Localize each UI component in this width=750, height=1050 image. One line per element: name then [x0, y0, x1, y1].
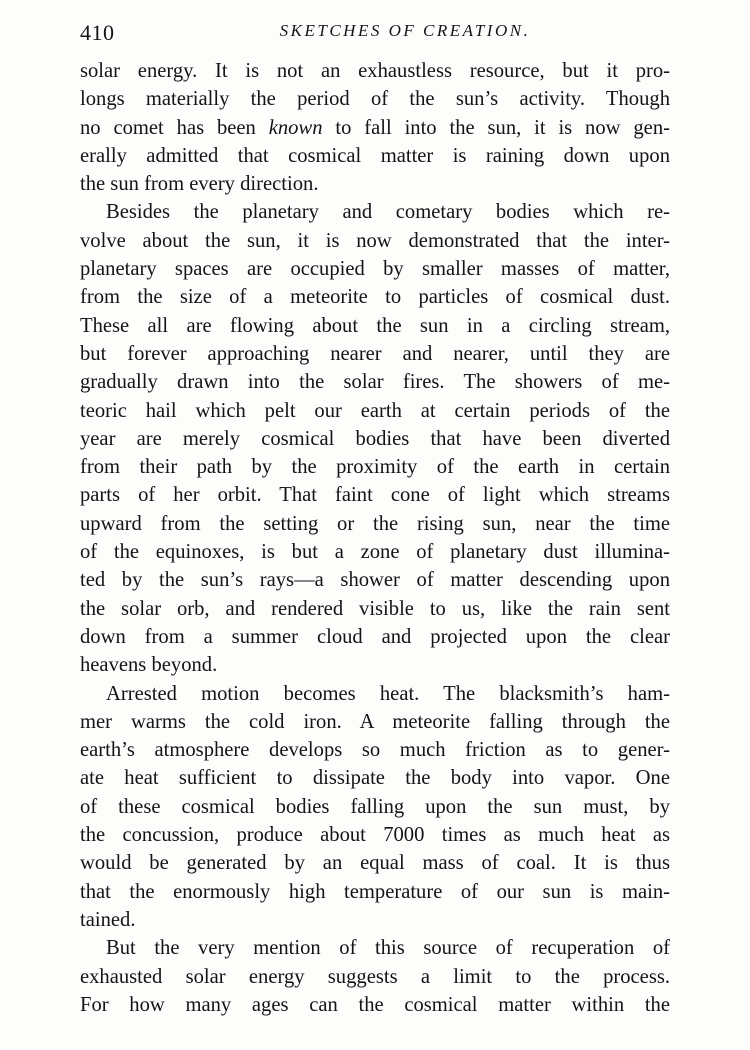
text-line: the concussion, produce about 7000 times as much heat as [80, 824, 670, 847]
text-line: tained. [80, 908, 136, 931]
text-line: of these cosmical bodies falling upon the sun must, by [80, 795, 670, 818]
paragraph-3 [80, 680, 670, 935]
running-title: SKETCHES OF CREATION. [279, 21, 531, 40]
text-line: from the size of a meteorite to particles of cosmical dust. [80, 286, 670, 309]
paragraph-2 [80, 198, 670, 679]
text-line: year are merely cosmical bodies that have been diverted [80, 427, 670, 450]
text-line: the solar orb, and rendered visible to us, like the rain sent [80, 597, 670, 620]
running-head [80, 20, 670, 46]
text-line: But the very mention of this source of recuperation of [106, 937, 670, 960]
text-line: the sun from every direction. [80, 173, 319, 196]
text-line: teoric hail which pelt our earth at certain periods of the [80, 399, 670, 422]
text-line: of the equinoxes, is but a zone of planetary dust illumina- [80, 541, 670, 564]
text-line: would be generated by an equal mass of coal. It is thus [80, 852, 670, 875]
text-line: For how many ages can the cosmical matter within the [80, 993, 670, 1016]
paragraph-1 [80, 57, 670, 198]
text-line: ate heat sufficient to dissipate the body into vapor. One [80, 767, 670, 790]
emphasized-word: known [268, 116, 323, 139]
text-line: parts of her orbit. That faint cone of light which streams [80, 484, 670, 507]
text-line: gradually drawn into the solar fires. The showers of me- [80, 371, 670, 394]
text-line: longs materially the period of the sun’s activity. Though [80, 88, 670, 111]
text-line: solar energy. It is not an exhaustless resource, but it pro- [80, 60, 670, 82]
text-line: These all are flowing about the sun in a circling stream, [80, 314, 670, 337]
paragraph-4 [80, 934, 670, 1019]
text-line: but forever approaching nearer and nearer, until they are [80, 342, 670, 365]
text-line: that the enormously high temperature of our sun is main- [80, 880, 670, 903]
text-line: Arrested motion becomes heat. The blacksmith’s ham- [106, 682, 670, 705]
text-line: Besides the planetary and cometary bodies which re- [106, 201, 670, 224]
text-line: upward from the setting or the rising sun, near the time [80, 512, 670, 535]
text-line: ted by the sun’s rays—a shower of matter descending upon [80, 569, 670, 592]
text-line: earth’s atmosphere develops so much friction as to gener- [80, 739, 670, 762]
text-line: down from a summer cloud and projected upon the clear [80, 625, 670, 648]
text-line: mer warms the cold iron. A meteorite falling through the [80, 710, 670, 733]
text-line: volve about the sun, it is now demonstrated that the inter- [80, 229, 670, 252]
text-line: no comet has been known to fall into the sun, it is now gen- [80, 116, 670, 139]
text-line: erally admitted that cosmical matter is raining down upon [80, 144, 670, 167]
text-line: exhausted solar energy suggests a limit to the process. [80, 965, 670, 988]
text-line: from their path by the proximity of the earth in certain [80, 456, 670, 479]
text-line: heavens beyond. [80, 654, 218, 677]
page-number: 410 [80, 20, 115, 45]
body-text [80, 57, 670, 1019]
text-line: planetary spaces are occupied by smaller masses of matter, [80, 258, 670, 281]
